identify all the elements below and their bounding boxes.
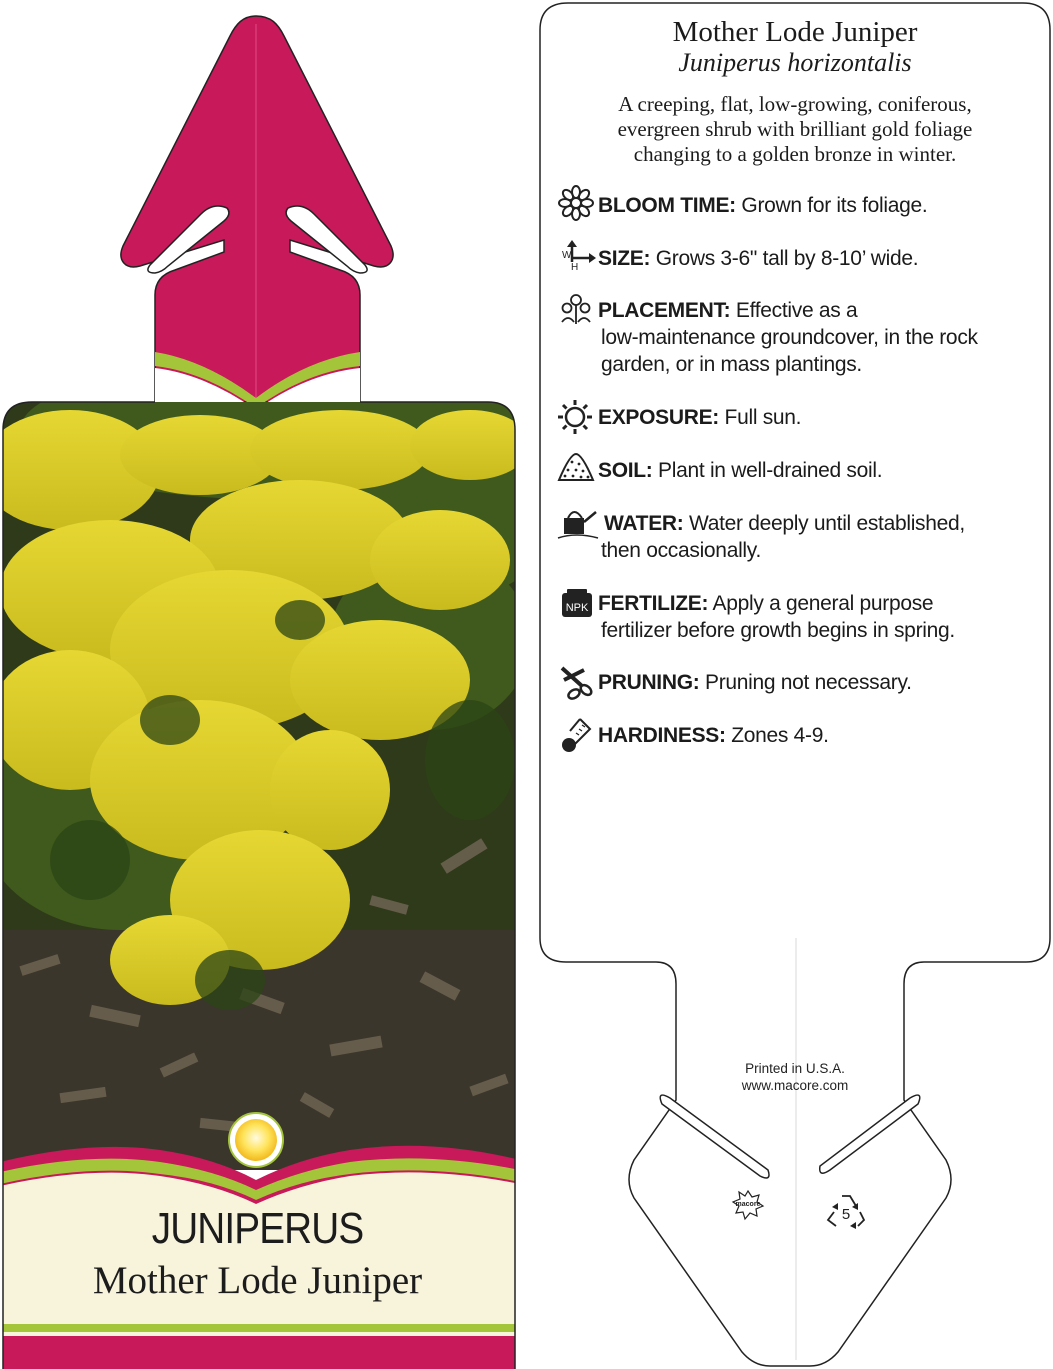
care-text: Grows 3-6" tall by 8-10’ wide. [655, 247, 919, 270]
description-line: changing to a golden bronze in winter. [633, 142, 957, 166]
latin-name: Juniperus horizontalis [678, 48, 912, 77]
care-soil [598, 457, 1038, 484]
common-name: Mother Lode Juniper [92, 1259, 423, 1302]
care-label: WATER: [604, 512, 684, 535]
care-water [598, 510, 1038, 564]
care-label: PRUNING: [598, 671, 700, 694]
care-label: HARDINESS: [598, 724, 726, 747]
care-text: Grown for its foliage. [741, 194, 928, 217]
care-text: Full sun. [724, 406, 802, 429]
care-text: Effective as a [735, 299, 858, 322]
genus-name: JUNIPERUS [151, 1204, 364, 1253]
care-placement [598, 297, 1038, 378]
care-text-more: low-maintenance groundcover, in the rock garden, or in mass plantings. [601, 326, 978, 376]
care-hardiness [598, 722, 1038, 749]
care-label: BLOOM TIME: [598, 194, 736, 217]
plant-title: Mother Lode Juniper [672, 16, 918, 48]
care-label: SIZE: [598, 247, 651, 270]
description-line: evergreen shrub with brilliant gold foliage [617, 117, 973, 141]
plant-description [560, 92, 1030, 167]
npk-fertilizer-icon [562, 589, 592, 617]
care-text-more: then occasionally. [601, 539, 761, 562]
care-label: FERTILIZE: [598, 592, 709, 615]
recycle-number: 5 [841, 1206, 851, 1223]
care-label: PLACEMENT: [598, 299, 731, 322]
care-text-more: fertilizer before growth begins in spring. [601, 619, 955, 642]
care-size [598, 245, 1038, 272]
care-text: Pruning not necessary. [704, 671, 912, 694]
care-text: Zones 4-9. [731, 724, 829, 747]
website-link[interactable]: www.macore.com [741, 1078, 849, 1093]
size-width-letter: W [562, 250, 572, 261]
full-sun-icon [229, 1113, 283, 1167]
care-text: Plant in well-drained soil. [658, 459, 883, 482]
printer-info [700, 1060, 890, 1094]
size-height-letter: H [571, 262, 579, 273]
printed-in: Printed in U.S.A. [745, 1061, 845, 1076]
care-bloom-time [598, 192, 1038, 219]
care-text: Apply a general purpose [712, 592, 934, 615]
care-label: EXPOSURE: [598, 406, 719, 429]
npk-label: NPK [565, 602, 589, 614]
macore-logo-text: macore [735, 1201, 761, 1208]
care-text: Water deeply until established, [689, 512, 965, 535]
care-fertilize [598, 590, 1038, 644]
care-pruning [598, 669, 1038, 696]
care-label: SOIL: [598, 459, 653, 482]
description-line: A creeping, flat, low-growing, coniferous, [618, 92, 972, 116]
stake-arrow [121, 16, 393, 410]
care-exposure [598, 404, 1038, 431]
